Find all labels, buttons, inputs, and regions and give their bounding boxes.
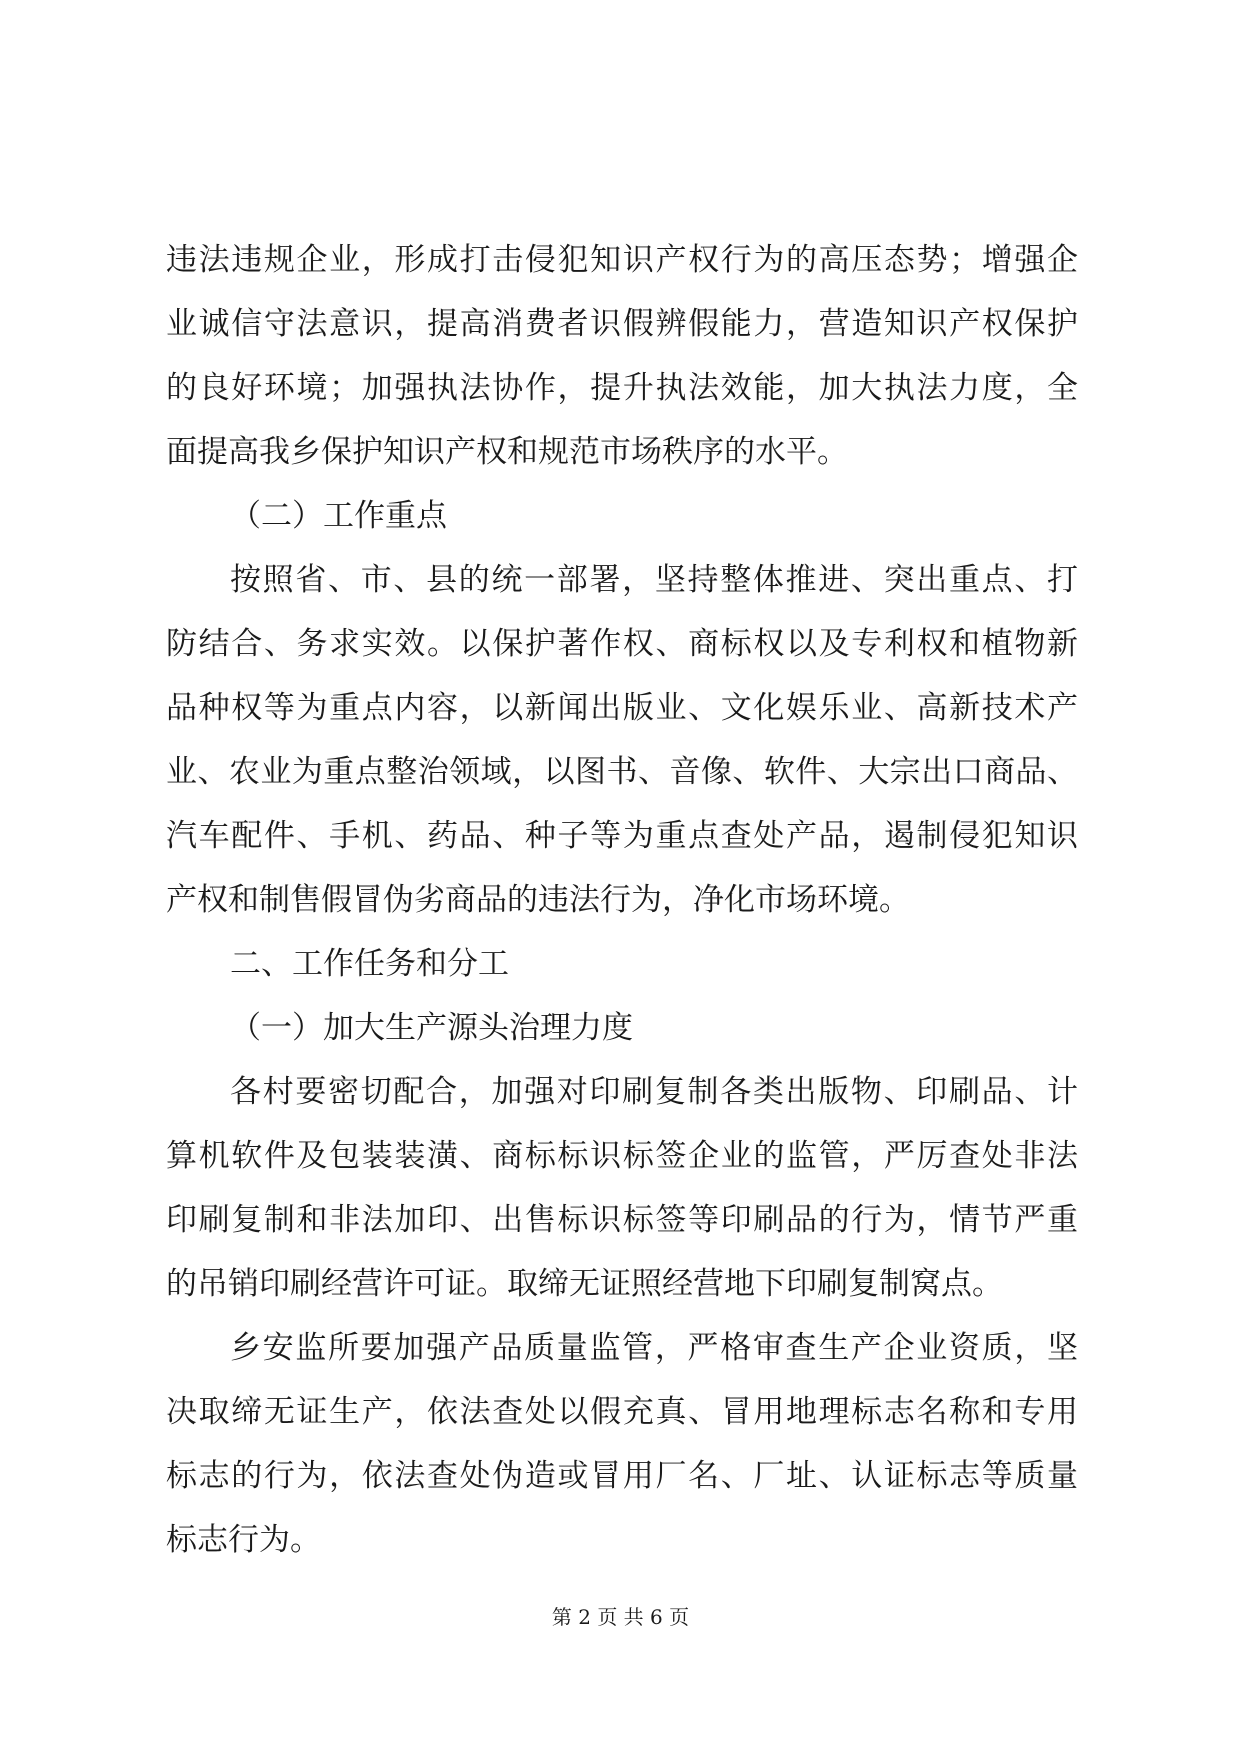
text-line: 品种权等为重点内容，以新闻出版业、文化娱乐业、高新技术产 — [166, 690, 1078, 726]
text-line: 标志行为。 — [166, 1522, 321, 1558]
text-line: 的吊销印刷经营许可证。取缔无证照经营地下印刷复制窝点。 — [166, 1266, 1003, 1302]
text-line: 业诚信守法意识，提高消费者识假辨假能力，营造知识产权保护 — [166, 306, 1078, 342]
document-body — [166, 228, 1078, 1572]
text-line: 汽车配件、手机、药品、种子等为重点查处产品，遏制侵犯知识 — [166, 818, 1078, 854]
page-footer — [0, 1602, 1241, 1632]
text-line: 各村要密切配合，加强对印刷复制各类出版物、印刷品、计 — [230, 1074, 1078, 1110]
section-heading: （二）工作重点 — [230, 498, 447, 534]
text-line: 业、农业为重点整治领域，以图书、音像、软件、大宗出口商品、 — [166, 754, 1078, 790]
text-line: 决取缔无证生产，依法查处以假充真、冒用地理标志名称和专用 — [166, 1394, 1078, 1430]
text-line: 按照省、市、县的统一部署，坚持整体推进、突出重点、打 — [230, 562, 1078, 598]
text-line: 面提高我乡保护知识产权和规范市场秩序的水平。 — [166, 434, 848, 470]
text-line: 防结合、务求实效。以保护著作权、商标权以及专利权和植物新 — [166, 626, 1078, 662]
section-heading: （一）加大生产源头治理力度 — [230, 1010, 633, 1046]
text-line: 的良好环境；加强执法协作，提升执法效能，加大执法力度，全 — [166, 370, 1078, 406]
page-number-label: 第 2 页 共 6 页 — [551, 1605, 690, 1629]
section-heading: 二、工作任务和分工 — [230, 946, 509, 982]
text-line: 产权和制售假冒伪劣商品的违法行为，净化市场环境。 — [166, 882, 910, 918]
text-line: 标志的行为，依法查处伪造或冒用厂名、厂址、认证标志等质量 — [166, 1458, 1078, 1494]
text-line: 算机软件及包装装潢、商标标识标签企业的监管，严厉查处非法 — [166, 1138, 1078, 1174]
text-line: 乡安监所要加强产品质量监管，严格审查生产企业资质，坚 — [230, 1330, 1078, 1366]
text-line: 印刷复制和非法加印、出售标识标签等印刷品的行为，情节严重 — [166, 1202, 1078, 1238]
text-line: 违法违规企业，形成打击侵犯知识产权行为的高压态势；增强企 — [166, 242, 1078, 278]
